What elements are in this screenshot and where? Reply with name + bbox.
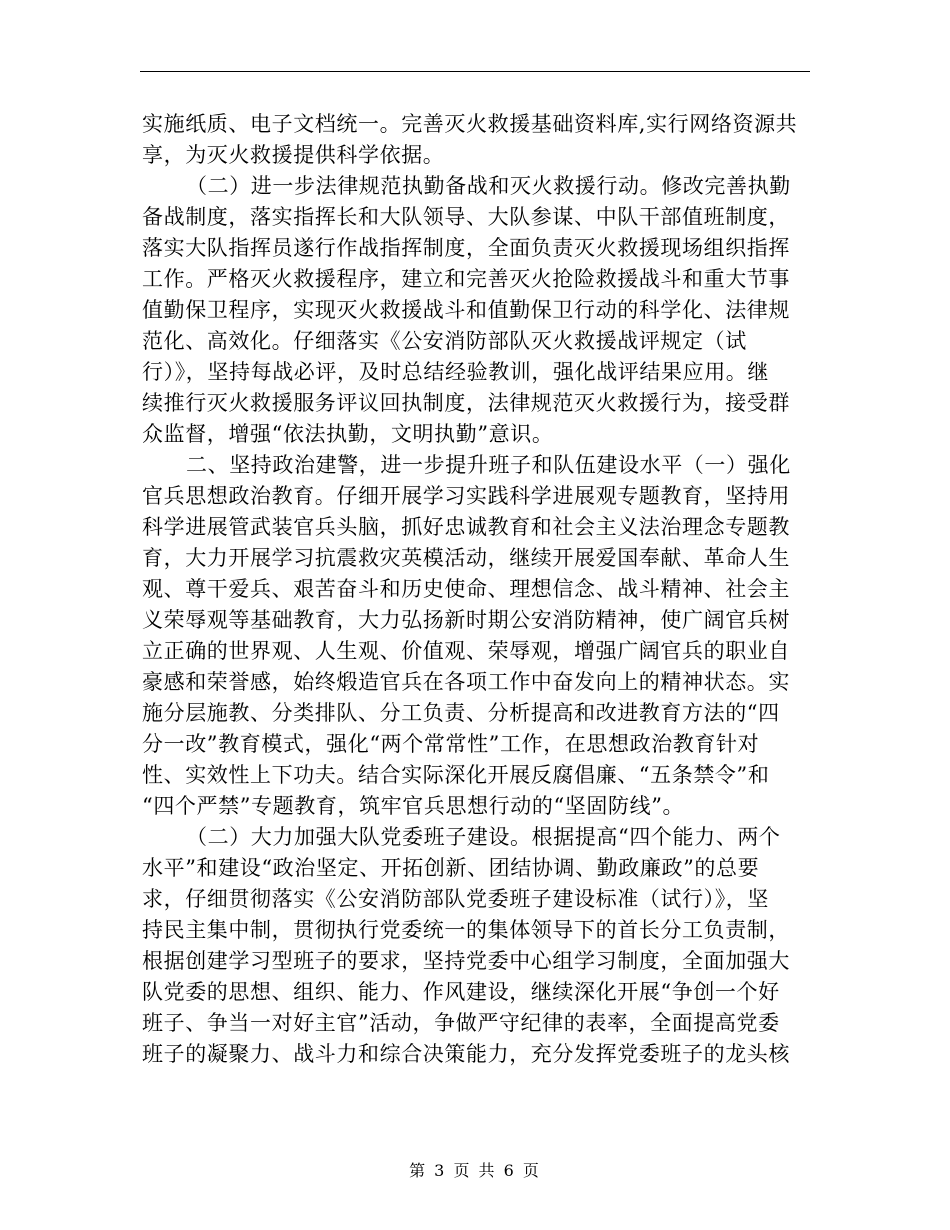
text-line: （二）进一步法律规范执勤备战和灭火救援行动。修改完善执勤 [186,174,791,198]
text-line: 范化、高效化。仔细落实《公安消防部队灭火救援战评规定（试 [142,329,747,353]
text-line: 值勤保卫程序，实现灭火救援战斗和值勤保卫行动的科学化、法律规 [142,298,790,322]
text-line: 行）》，坚持每战必评，及时总结经验教训，强化战评结果应用。继 [142,360,769,384]
text-line: （二）大力加强大队党委班子建设。根据提高“四个能力、两个 [186,825,781,849]
text-line: 求，仔细贯彻落实《公安消防部队党委班子建设标准（试行）》，坚 [142,887,769,911]
text-line: 实施纸质、电子文档统一。完善灭火救援基础资料库,实行网络资源共 [142,112,798,136]
text-line: 享，为灭火救援提供科学依据。 [142,143,445,167]
text-line: 众监督，增强“依法执勤，文明执勤”意识。 [142,422,554,446]
text-line: 豪感和荣誉感，始终煅造官兵在各项工作中奋发向上的精神状态。实 [142,670,790,694]
text-line: 立正确的世界观、人生观、价值观、荣辱观，增强广阔官兵的职业自 [142,639,790,663]
text-line: 分一改”教育模式，强化“两个常常性”工作，在思想政治教育针对 [142,732,760,756]
text-line: 工作。严格灭火救援程序，建立和完善灭火抢险救援战斗和重大节事 [142,267,790,291]
text-line: 义荣辱观等基础教育，大力弘扬新时期公安消防精神，使广阔官兵树 [142,608,790,632]
text-line: 水平”和建设“政治坚定、开拓创新、团结协调、勤政廉政”的总要 [142,856,760,880]
text-line: 官兵思想政治教育。仔细开展学习实践科学进展观专题教育，坚持用 [142,484,790,508]
text-line: 观、尊干爱兵、艰苦奋斗和历史使命、理想信念、战斗精神、社会主 [142,577,790,601]
text-line: 施分层施教、分类排队、分工负责、分析提高和改进教育方法的“四 [142,701,780,725]
text-line: 二、坚持政治建警，进一步提升班子和队伍建设水平（一）强化 [186,453,791,477]
text-line: “四个严禁”专题教育，筑牢官兵思想行动的“坚固防线”。 [142,794,685,818]
text-line: 班子、争当一对好主官”活动，争做严守纪律的表率，全面提高党委 [142,1011,780,1035]
text-line: 队党委的思想、组织、能力、作风建设，继续深化开展“争创一个好 [142,980,780,1004]
text-line: 科学进展管武装官兵头脑，抓好忠诚教育和社会主义法治理念专题教 [142,515,790,539]
page-number-footer: 第 3 页 共 6 页 [409,1161,541,1180]
header-rule [140,71,810,72]
text-line: 持民主集中制，贯彻执行党委统一的集体领导下的首长分工负责制， [142,918,790,942]
text-line: 育，大力开展学习抗震救灾英模活动，继续开展爱国奉献、革命人生 [142,546,790,570]
text-line: 备战制度，落实指挥长和大队领导、大队参谋、中队干部值班制度， [142,205,790,229]
text-line: 续推行灭火救援服务评议回执制度，法律规范灭火救援行为，接受群 [142,391,790,415]
text-line: 根据创建学习型班子的要求，坚持党委中心组学习制度，全面加强大 [142,949,790,973]
text-line: 班子的凝聚力、战斗力和综合决策能力，充分发挥党委班子的龙头核 [142,1042,790,1066]
text-line: 落实大队指挥员遂行作战指挥制度，全面负责灭火救援现场组织指挥 [142,236,790,260]
text-line: 性、实效性上下功夫。结合实际深化开展反腐倡廉、“五条禁令”和 [142,763,770,787]
